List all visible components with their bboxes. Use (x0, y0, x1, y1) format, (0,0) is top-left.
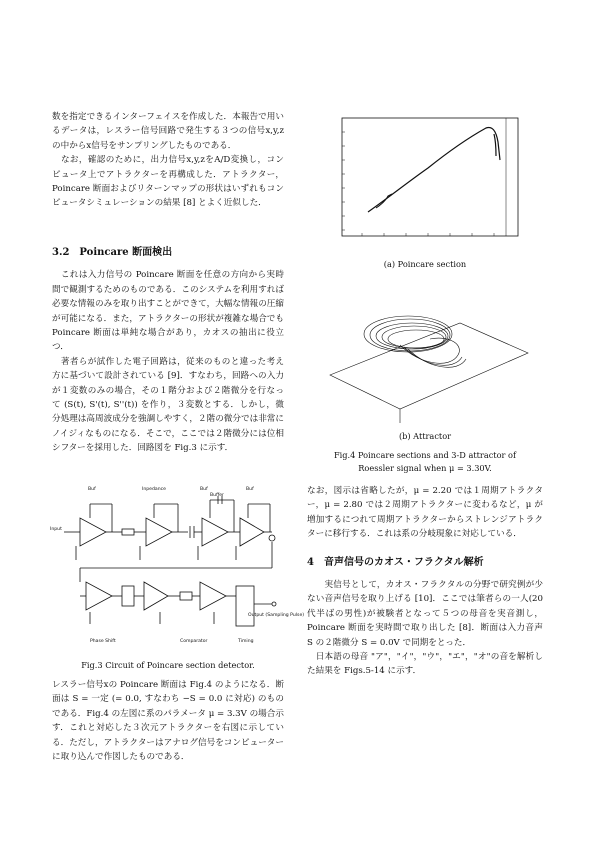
poincare-section-plot (318, 112, 528, 252)
right-text (307, 484, 546, 679)
section4-paragraph-2: 日本語の母音 "ア"，"イ"，"ウ"，"エ"，"オ"の音を解析した結果を Figs.5-14 に示す． (307, 652, 543, 677)
intro-paragraph-1: 数を指定できるインターフェイスを作成した．本報告で用いるデータは，レスラー信号回路で発生する３つの信号x,y,zの中からx信号をサンプリングしたものである． (52, 112, 284, 151)
fig3-caption: Fig.3 Circuit of Poincare section detector. (81, 660, 255, 670)
circuit-label-phase-shift: Phase Shift (90, 639, 116, 644)
section-heading-4: 4 音声信号のカオス・フラクタル解析 (307, 556, 484, 568)
circuit-label-timing: Timing (238, 639, 254, 644)
left-intro (52, 110, 284, 211)
fig4-caption-line2: Roessler signal when μ = 3.30V. (358, 463, 492, 473)
fig4b-subcaption: (b) Attractor (398, 431, 452, 441)
circuit-output-label: Output (Sampling Pulse) (248, 613, 305, 618)
fig4a-subcaption: (a) Poincare section (383, 259, 467, 269)
attractor-3d-plot (330, 305, 530, 425)
circuit-label-buf-2: Buf (200, 487, 208, 492)
section-3-2 (52, 246, 287, 456)
circuit-label-comparator: Comparator (180, 639, 208, 644)
circuit-label-buffer: Buffer (210, 493, 224, 498)
circuit-input-label: Input (50, 527, 62, 532)
right-paragraph-1: なお，図示は省略したが，μ = 2.20 では１周期アトラクター，μ = 2.80 では２周期アトラクターに変わるなど，μ が増加するにつれて周期アトラクターからストレンジアトラクターに移行する．これは系の分岐現象に対応している． (307, 486, 543, 540)
section-paragraph-1: これは入力信号の Poincare 断面を任意の方向から実時間で観測するためのものである．このシステムを利用すれば必要な情報のみを取り出すことができて，大幅な情報の圧縮が可能になる．また，アトラクターの形状が複雑な場合でも Poincare 断面は単純な場合があり，カオスの抽出に役立つ． (52, 270, 287, 353)
section-paragraph-2: 著者らが試作した電子回路は，従来のものと違った考え方に基づいて設計されている [9]．すなわち，回路への入力が１変数のみの場合，その１階分および２階微分を行なって (S(t), S'(t), S''(t)) を作り，３変数とする．しかし，微分処理は高周波成分を強調しやすく，２階の微分では非常にノイジィなものになる．そこで，ここでは２階微分には位相シフターを採用した．回路図を Fig.3 に示す． (52, 356, 284, 454)
circuit-label-buf-3: Buf (246, 487, 254, 492)
section-heading-3-2: 3.2 Poincare 断面検出 (52, 247, 173, 258)
section4-paragraph-1: 実信号として，カオス・フラクタルの分野で研究例が少ない音声信号を取り上げる [10]．ここでは筆者らの一人(20代半ばの男性)が被験者となって５つの母音を実音測し，Poincare 断面を実時間で取り出した [8]．断面は入力音声 S の２階微分 S = 0.0V で同期をとった． (307, 580, 546, 648)
intro-paragraph-2: なお，確認のために，出力信号x,y,zをA/D変換し，コンピュータ上でアトラクターを再構成した．アトラクター，Poincare 断面およびリターンマップの形状はいずれもコンピュータシミュレーションの結果 [8] とよく近似した． (52, 155, 284, 209)
circuit-label-buf-1: Buf (88, 487, 96, 492)
circuit-label-inpedance: Inpedance (142, 487, 167, 492)
post-paragraph-1: レスラー信号xの Poincare 断面は Fig.4 のようになる．断面は S = 一定 (= 0.0, すなわち −S = 0.0 に対応) のものである．Fig.4 の左図に系のパラメータ μ = 3.3V の場合示す．これと対応した３次元アトラクターを右図に示している．ただし，アトラクターはアナログ信号をコンピューターに取り込んで作図したものである． (52, 680, 284, 763)
fig4-caption-line1: Fig.4 Poincare sections and 3-D attractor of (333, 450, 516, 460)
left-post (52, 678, 284, 764)
circuit-diagram (50, 482, 305, 654)
